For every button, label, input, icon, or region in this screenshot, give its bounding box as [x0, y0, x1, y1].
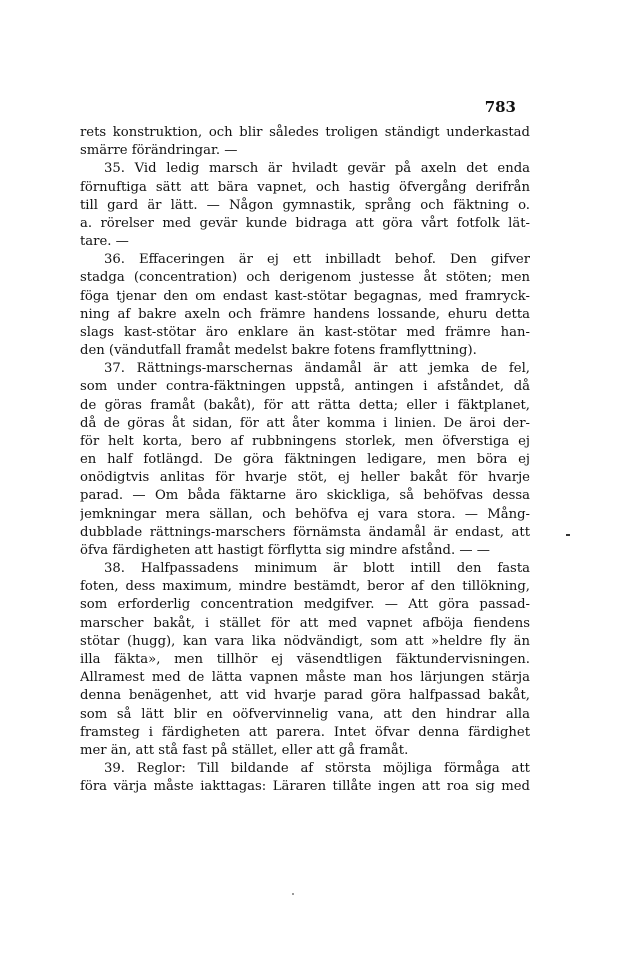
text-line: som under contra-fäktningen uppstå, antingen i afståndet, då: [80, 379, 530, 395]
text-line: föga tjenar den om endast kast-stötar begagnas, med framryck-: [80, 288, 530, 304]
text-line: stadga (concentration) och derigenom justesse åt stöten; men: [80, 270, 530, 286]
text-line: stötar (hugg), kan vara lika nödvändigt, som att »heldre fly än: [80, 633, 530, 649]
text-line: Allramest med de lätta vapnen måste man hos lärjungen stärja: [80, 670, 530, 686]
text-line: 37. Rättnings-marschernas ändamål är att jemka de fel,: [104, 361, 530, 377]
page-number: 783: [484, 98, 516, 116]
text-line: parad. — Om båda fäktarne äro skickliga, så behöfvas dessa: [80, 488, 530, 504]
text-line: framsteg i färdigheten att parera. Intet öfvar denna färdighet: [80, 724, 530, 740]
text-line: då de göras åt sidan, för att åter komma i linien. De äroi der-: [80, 415, 530, 431]
text-line: för helt korta, bero af rubbningens storlek, men öfverstiga ej: [80, 433, 530, 449]
margin-mark: [566, 534, 570, 536]
text-line: de göras framåt (bakåt), för att rätta detta; eller i fäktplanet,: [80, 397, 530, 413]
print-speck: [292, 893, 294, 895]
text-line: 36. Effaceringen är ej ett inbilladt behof. Den gifver: [104, 252, 530, 268]
text-line: a. rörelser med gevär kunde bidraga att göra vårt fotfolk lät-: [80, 215, 530, 231]
text-line: foten, dess maximum, mindre bestämdt, beror af den tillökning,: [80, 579, 530, 595]
text-line: denna benägenhet, att vid hvarje parad göra halfpassad bakåt,: [80, 688, 530, 704]
text-line: 39. Reglor: Till bildande af största möjliga förmåga att: [104, 761, 530, 777]
text-line: öfva färdigheten att hastigt förflytta sig mindre afstånd. — —: [80, 542, 490, 558]
text-line: onödigtvis anlitas för hvarje stöt, ej heller bakåt för hvarje: [80, 470, 530, 486]
text-line: en half fotlängd. De göra fäktningen ledigare, men böra ej: [80, 452, 530, 468]
text-line: dubblade rättnings-marschers förnämsta ändamål är endast, att: [80, 524, 530, 540]
text-line: slags kast-stötar äro enklare än kast-stötar med främre han-: [80, 324, 530, 340]
text-line: som så lätt blir en oöfvervinnelig vana, att den hindrar alla: [80, 706, 530, 722]
text-line: ning af bakre axeln och främre handens lossande, ehuru detta: [80, 306, 530, 322]
text-line: föra värja måste iakttagas: Läraren tillåte ingen att roa sig med: [80, 779, 530, 795]
text-line: 35. Vid ledig marsch är hviladt gevär på axeln det enda: [104, 161, 530, 177]
text-line: till gard är lätt. — Någon gymnastik, språng och fäktning o.: [80, 197, 530, 213]
text-line: som erforderlig concentration medgifver. — Att göra passad-: [80, 597, 530, 613]
text-line: rets konstruktion, och blir således troligen ständigt underkastad: [80, 125, 530, 140]
text-line: den (vändutfall framåt medelst bakre fotens framflyttning).: [80, 343, 477, 359]
text-line: marscher bakåt, i stället för att med vapnet afböja fiendens: [80, 615, 530, 631]
text-line: illa fäkta», men tillhör ej väsendtligen fäktundervisningen.: [80, 651, 530, 667]
text-line: tare. —: [80, 234, 129, 250]
text-body: [80, 124, 530, 796]
text-line: jemkningar mera sällan, och behöfva ej vara stora. — Mång-: [80, 506, 530, 522]
text-line: förnuftiga sätt att bära vapnet, och hastig öfvergång derifrån: [80, 179, 530, 195]
text-line: smärre förändringar. —: [80, 143, 238, 159]
text-line: 38. Halfpassadens minimum är blott intill den fasta: [104, 561, 530, 577]
text-line: mer än, att stå fast på stället, eller att gå framåt.: [80, 742, 409, 758]
